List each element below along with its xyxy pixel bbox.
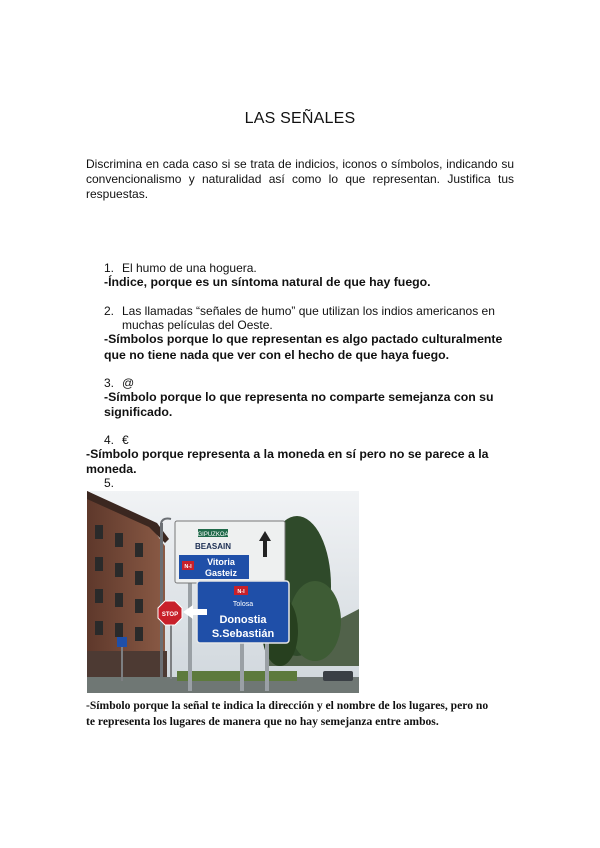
answer-4-line1: -Símbolo porque representa a la moneda en sí pero no se parece a la: [86, 447, 489, 461]
question-3: [104, 376, 134, 390]
answer-4-line2: moneda.: [86, 462, 137, 476]
question-number: 4.: [104, 433, 115, 447]
question-number: 2.: [104, 304, 115, 318]
question-text: Las llamadas “señales de humo” que utilizan los indios americanos en: [122, 304, 495, 318]
intro-paragraph: Discrimina en cada caso si se trata de indicios, iconos o símbolos, indicando su convencionalismo y naturalidad así como lo que representan. Justifica tus respuestas.: [86, 157, 514, 201]
sign-small-label: GIPUZKOA: [197, 532, 229, 538]
answer-5-line1: -Símbolo porque la señal te indica la dirección y el nombre de los lugares, pero no: [86, 699, 489, 712]
question-1: [104, 261, 257, 275]
sign-road-n1: N-I: [184, 564, 192, 570]
sign-road-n1-bottom: N-I: [237, 589, 245, 595]
answer-3-line1: -Símbolo porque lo que representa no comparte semejanza con su: [104, 390, 494, 404]
question-2-line2: muchas películas del Oeste.: [122, 318, 273, 332]
answer-1: -Índice, porque es un síntoma natural de que hay fuego.: [104, 275, 431, 289]
question-5: [104, 476, 122, 490]
question-text: €: [122, 433, 129, 447]
sign-place-tolosa: Tolosa: [232, 601, 254, 608]
road-sign-photo: [87, 491, 359, 693]
question-number: 1.: [104, 261, 115, 275]
answer-5-line2: te representa los lugares de manera que no hay semejanza entre ambos.: [86, 715, 439, 728]
sign-city-donostia: Donostia: [219, 614, 267, 626]
answer-3-line2: significado.: [104, 405, 173, 419]
answer-2-line1: -Símbolos porque lo que representan es algo pactado culturalmente: [104, 332, 503, 346]
answer-2-line2: que no tiene nada que ver con el hecho de que haya fuego.: [104, 348, 450, 362]
stop-sign-label: STOP: [161, 612, 179, 618]
question-text: @: [122, 376, 135, 390]
question-text: El humo de una hoguera.: [122, 261, 257, 275]
question-4: [104, 433, 129, 447]
sign-place-beasain: BEASAIN: [194, 542, 232, 551]
page-title: LAS SEÑALES: [244, 110, 356, 127]
question-number: 3.: [104, 376, 115, 390]
question-2: [104, 304, 495, 318]
sign-city-gasteiz: Gasteiz: [204, 568, 238, 578]
question-number: 5.: [104, 476, 115, 490]
sign-city-vitoria: Vitoria: [207, 557, 235, 567]
sign-city-sansebastian: S.Sebastián: [211, 628, 275, 640]
